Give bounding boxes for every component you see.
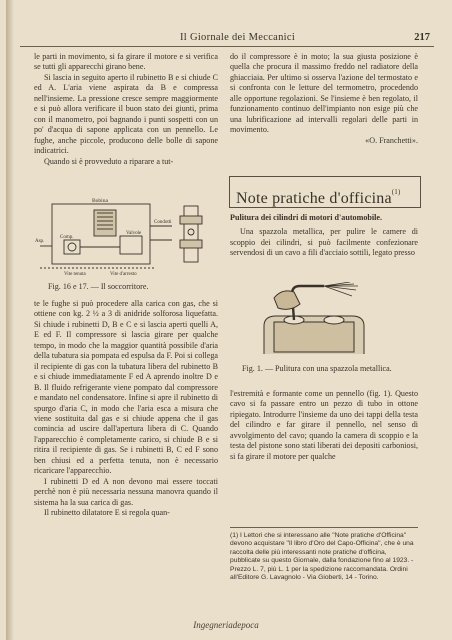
label-condotti: Condotti bbox=[154, 220, 172, 225]
author-signature: «O. Franchetti». bbox=[365, 135, 418, 145]
label-compressore: Comp. bbox=[60, 235, 74, 240]
right-column-article bbox=[230, 213, 418, 259]
section-title bbox=[230, 177, 420, 214]
label-vite-arresto: Vite d'arresto bbox=[110, 272, 137, 276]
right-column-top bbox=[230, 52, 418, 146]
paragraph: I rubinetti D ed A non devono mai essere toccati perchè non è più necessaria nessuna manovra quando il sistema ha la sua carica di gas. bbox=[34, 476, 218, 507]
figure-soccorritore bbox=[34, 196, 219, 276]
figure-brush-cleaning bbox=[234, 282, 384, 362]
paragraph: le parti in movimento, si fa girare il motore e si verifica se tutti gli apparecchi girano bene. bbox=[34, 52, 218, 72]
watermark: Ingegneriadepoca bbox=[193, 620, 259, 630]
page-header bbox=[20, 32, 434, 47]
label-aspira: Asp. bbox=[35, 239, 45, 244]
right-column-continued bbox=[230, 389, 418, 462]
page-spine-shadow bbox=[6, 0, 14, 640]
figure-1-caption: Fig. 1. — Pulitura con una spazzola metallica. bbox=[242, 364, 392, 373]
paragraph: te le fughe si può procedere alla carica con gas, che si ottiene con kg. 2 ½ a 3 di anidride solforosa liquefatta. Si chiude i rubinetti D, B e C e si lascia aperti quelli A, E ed F. Il compressore si lascia girare per qualche tempo, in modo che la maggior quantità possibile d'aria della tubatura sia pompata ed espulsa da F. Poi si collega il recipiente di gas con la tubatura libera del rubinetto B e si chiude immediatamente F ed A aprendo inoltre D e B. Il fluido refrigerante viene pompato dal compressore e mandato nel condensatore. Infine si apre il rubinetto di spurgo d'aria C, in modo che l'aria esca a misura che viene sostituita dal gas e si chiude appena che il gas comincia ad uscire dall'apertura libera di C. Quando l'apparecchio è completamente carico, si chiude B e si ritira il recipiente di gas. Se i rubinetti B, C ed F sono ben chiusi ed a perfetta tenuta, non è necessario ricaricare l'apparecchio. bbox=[34, 299, 218, 476]
brush-illustration bbox=[234, 282, 384, 362]
section-title-text: Note pratiche d'officina bbox=[236, 190, 392, 207]
paragraph: Una spazzola metallica, per pulire le camere di scoppio dei cilindri, si può facilmente confezionare servendosi di un cavo a fili d'acciaio sottili, legato presso bbox=[230, 227, 418, 258]
article-subheading: Pulitura dei cilindri di motori d'automobile. bbox=[230, 213, 382, 222]
paragraph: Quando si è provveduto a riparare a tut- bbox=[44, 156, 174, 166]
soccorritore-diagram bbox=[34, 196, 219, 276]
section-title-footnote-mark: (1) bbox=[391, 188, 401, 196]
label-bobina: Bobina bbox=[92, 198, 108, 204]
paragraph: do il compressore è in moto; la sua giusta posizione è quella che procura il massimo freddo nel radiatore della ghiacciaia. Per ultimo si osserva l'azione del termostato e si confronta con le letture del termometro, procedendo alle opportune regolazioni. Se l'insieme è ben regolato, il funzionamento continuo dell'impianto non esige più che una lubrificazione ad intervalli regolari delle parti in movimento. bbox=[230, 52, 418, 135]
label-vite-tenuta: Vite tenuta bbox=[64, 272, 86, 276]
paragraph: l'estremità e formante come un pennello (fig. 1). Questo cavo si fa passare entro un pezzo di tubo in ottone ripiegato. Introdurre l'insieme da uno dei tappi della testa del cilindro e far girare il pennello, nel senso di avvolgimento del cavo; quando la camera di scoppio e la testa del pistone sono stati liberati dei depositi carboniosi, si fa girare il motore per qualche bbox=[230, 389, 418, 461]
section-title-box bbox=[229, 176, 421, 208]
footnote: (1) I Lettori che si interessano alle "Note pratiche d'Officina" devono acquistare "Il libro d'Oro del Capo-Officina", che è una raccolta delle più interessanti note pratiche d'officina, pubblicate su questo Giornale, dalla fondazione fino al 1923. - Prezzo L. 7, più L. 1 per la spedizione raccomandata. Ordini all'Editore G. Lavagnolo - Via Gioberti, 14 - Torino. bbox=[230, 527, 418, 582]
paragraph: Il rubinetto dilatatore E si regola quan- bbox=[44, 508, 170, 518]
left-column-top bbox=[34, 52, 218, 167]
page-number: 217 bbox=[414, 32, 430, 43]
figure-16-17-caption: Fig. 16 e 17. — Il soccorritore. bbox=[48, 282, 149, 291]
left-column-bottom bbox=[34, 299, 218, 519]
paragraph: Si lascia in seguito aperto il rubinetto B e si chiude C ed A. L'aria viene aspirata da B e compressa nell'insieme. La pressione cresce sempre maggiormente e si può allora verificare il buon stato dei giunti, prima con il manometro, poi bagnando i punti sospetti con un po' d'acqua di sapone applicata con un pennello. Le fughe, anche piccole, producono delle bolle di sapone indicatrici. bbox=[34, 72, 218, 156]
journal-title: Il Giornale dei Meccanici bbox=[180, 32, 296, 43]
label-valvole: Valvole bbox=[126, 231, 142, 236]
